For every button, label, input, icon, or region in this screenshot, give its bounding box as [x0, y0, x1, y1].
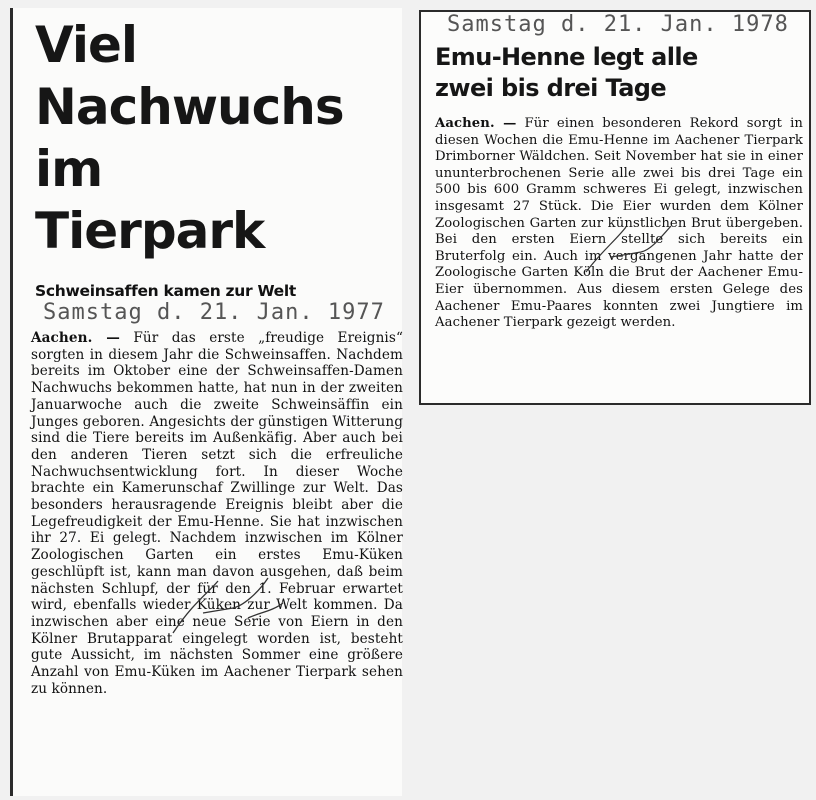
article-headline [435, 42, 795, 104]
article-body [31, 330, 403, 697]
headline-line: im [35, 140, 103, 198]
article-body [435, 116, 803, 332]
date-stamp: Samstag d. 21. Jan. 1978 [447, 12, 789, 37]
newspaper-clipping-left [10, 8, 402, 796]
headline-line: zwei bis drei Tage [435, 74, 667, 102]
subheadline: Schweinsaffen kamen zur Welt [35, 282, 297, 300]
headline-line: Tierpark [35, 202, 265, 260]
date-stamp: Samstag d. 21. Jan. 1977 [43, 300, 385, 325]
headline-line: Nachwuchs [35, 78, 344, 136]
article-text: Für das erste „freudige Ereignis“ sorgten in diesem Jahr die Schweinsaffen. Nachdem bereits im Oktober eine der Schweinsaffen-Damen Nachwuchs bekommen hatte, hat nun in der zweiten Januarwoche auch die zweite Schweinsäffin ein Junges geboren. Angesichts der günstigen Witterung sind die Tiere bereits im Außenkäfig. Aber auch bei den anderen Tieren setzt sich die erfreuliche Nachwuchsentwicklung fort. In dieser Woche brachte ein Kamerunschaf Zwillinge zur Welt. Das besonders herausragende Ereignis bleibt aber die Legefreudigkeit der Emu-Henne. Sie hat inzwischen ihr 27. Ei gelegt. Nachdem inzwischen im Kölner Zoologischen Garten ein erstes Emu-Küken geschlüpft ist, kann man davon ausgehen, daß beim nächsten Schlupf, der für den 1. Februar erwartet wird, ebenfalls wieder Küken zur Welt kommen. Da inzwischen aber eine neue Serie von Eiern in den Kölner Brutapparat eingelegt worden ist, besteht gute Aussicht, im nächsten Sommer eine größere Anzahl von Emu-Küken im Aachener Tierpark sehen zu können. [31, 330, 403, 697]
main-headline [35, 14, 395, 262]
dateline: Aachen. — [435, 116, 517, 131]
newspaper-clipping-right [419, 10, 811, 405]
article-text: Für einen besonderen Rekord sorgt in diesen Wochen die Emu-Henne im Aachener Tierpark Drimborner Wäldchen. Seit November hat sie in einer ununterbrochenen Serie alle zwei bis drei Tage ein 500 bis 600 Gramm schweres Ei gelegt, inzwischen insgesamt 27 Stück. Die Eier wurden dem Kölner Zoologischen Garten zur künstlichen Brut übergeben. Bei den ersten Eiern stellte sich bereits ein Bruterfolg ein. Auch im vergangenen Jahr hatte der Zoologische Garten Köln die Brut der Aachener Emu-Eier übernommen. Aus diesem ersten Gelege des Aachener Emu-Paares konnten zwei Jungtiere im Aachener Tierpark gezeigt werden. [435, 116, 803, 331]
dateline: Aachen. — [31, 330, 120, 346]
headline-line: Viel [35, 16, 138, 74]
headline-line: Emu-Henne legt alle [435, 43, 698, 71]
